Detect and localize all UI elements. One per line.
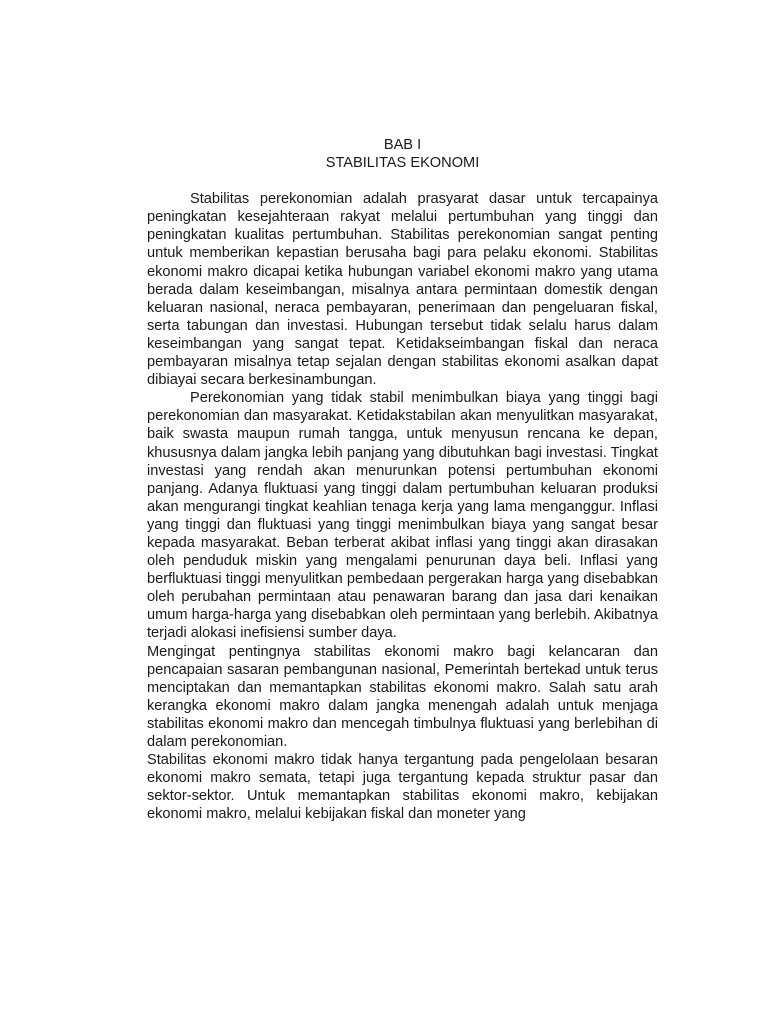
document-page [147, 136, 658, 823]
chapter-title: STABILITAS EKONOMI [325, 155, 480, 172]
chapter-number: BAB I [383, 137, 422, 153]
heading-spacer [147, 172, 658, 190]
paragraph-2: Perekonomian yang tidak stabil menimbulkan biaya yang tinggi bagi perekonomian dan masyarakat. Ketidakstabilan akan menyulitkan masyarakat, baik swasta maupun rumah tangga, untuk menyusun rencana ke depan, khususnya dalam jangka lebih panjang yang dibutuhkan bagi investasi. Tingkat investasi yang rendah akan menurunkan potensi pertumbuhan ekonomi panjang. Adanya fluktuasi yang tinggi dalam pertumbuhan keluaran produksi akan mengurangi tingkat keahlian tenaga kerja yang lama menganggur. Inflasi yang tinggi dan fluktuasi yang tinggi menimbulkan biaya yang sangat besar kepada masyarakat. Beban terberat akibat inflasi yang tinggi akan dirasakan oleh penduduk miskin yang mengalami penurunan daya beli. Inflasi yang berfluktuasi tinggi menyulitkan pembedaan pergerakan harga yang disebabkan oleh perubahan permintaan atau penawaran barang dan jasa dari kenaikan umum harga-harga yang disebabkan oleh permintaan yang berlebih. Akibatnya terjadi alokasi inefisiensi sumber daya. [147, 390, 658, 642]
paragraph-4: Stabilitas ekonomi makro tidak hanya tergantung pada pengelolaan besaran ekonomi makro semata, tetapi juga tergantung kepada struktur pasar dan sektor-sektor. Untuk memantapkan stabilitas ekonomi makro, kebijakan ekonomi makro, melalui kebijakan fiskal dan moneter yang [147, 752, 658, 823]
paragraph-3: Mengingat pentingnya stabilitas ekonomi makro bagi kelancaran dan pencapaian sasaran pembangunan nasional, Pemerintah bertekad untuk terus menciptakan dan memantapkan stabilitas ekonomi makro. Salah satu arah kerangka ekonomi makro dalam jangka menengah adalah untuk menjaga stabilitas ekonomi makro dan mencegah timbulnya fluktuasi yang berlebihan di dalam perekonomian. [147, 643, 658, 750]
paragraph-1: Stabilitas perekonomian adalah prasyarat dasar untuk tercapainya peningkatan kesejahteraan rakyat melalui pertumbuhan yang tinggi dan peningkatan kualitas pertumbuhan. Stabilitas perekonomian sangat penting untuk memberikan kepastian berusaha bagi para pelaku ekonomi. Stabilitas ekonomi makro dicapai ketika hubungan variabel ekonomi makro yang utama berada dalam keseimbangan, misalnya antara permintaan domestik dengan keluaran nasional, neraca pembayaran, penerimaan dan pengeluaran fiskal, serta tabungan dan investasi. Hubungan tersebut tidak selalu harus dalam keseimbangan yang sangat tepat. Ketidakseimbangan fiskal dan neraca pembayaran misalnya tetap sejalan dengan stabilitas ekonomi asalkan dapat dibiayai secara berkesinambungan. [147, 191, 658, 389]
chapter-heading [147, 136, 658, 172]
